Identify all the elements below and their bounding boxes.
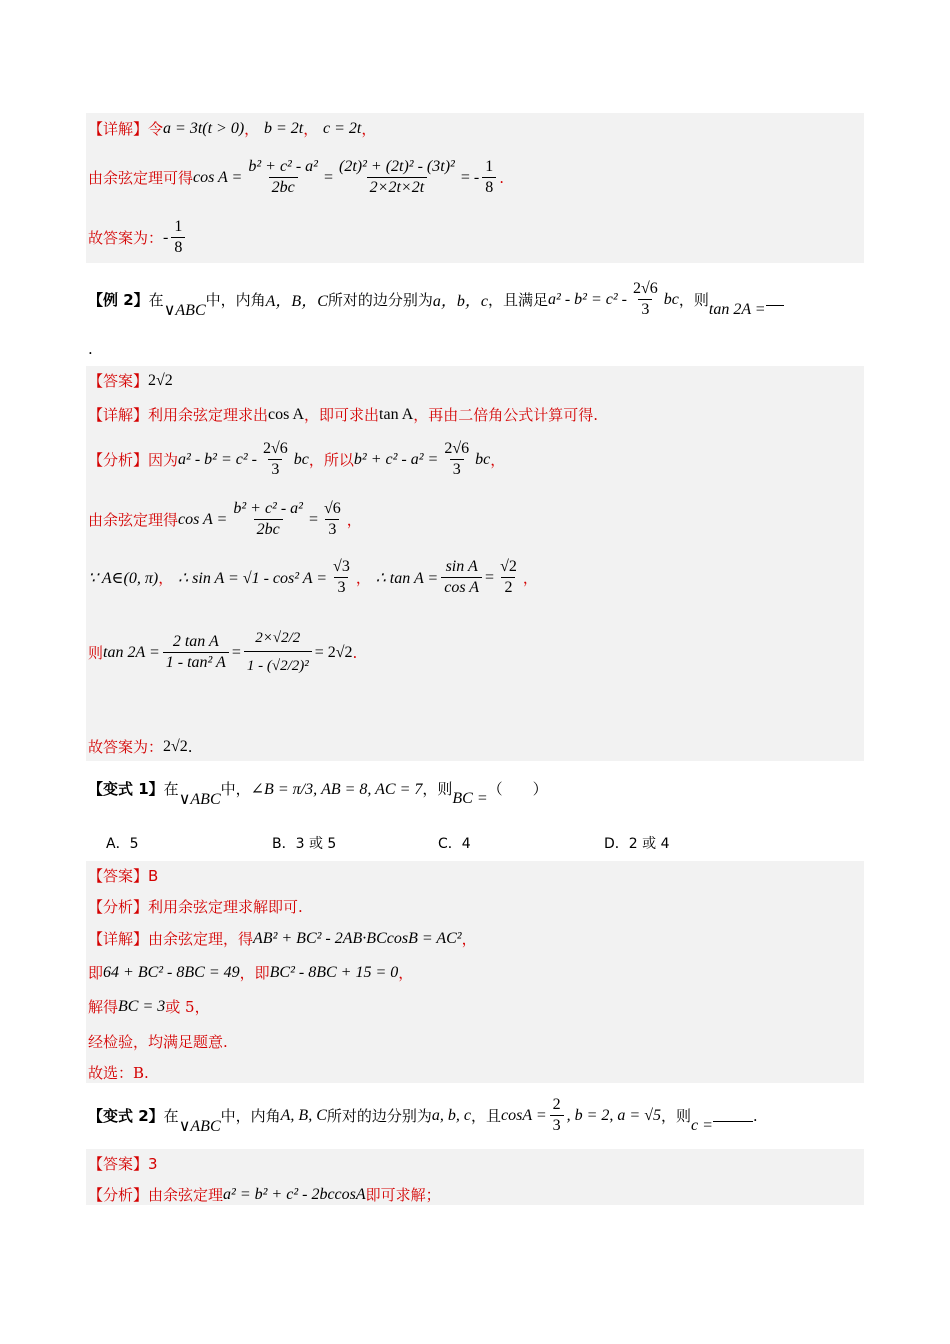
s2-line5: 则 tan 2A = $\frac{\text{2 tan A}}{\text{1 - tan² A}}$ = $\frac{2\times√2/2}{\text{1 - (√2/2)²}}$ = 2√2 .: [88, 630, 358, 674]
s3-answer: 【答案】 B: [88, 866, 159, 885]
s3-line2: 即 64 + BC² - 8BC = 49 ，即 BC² - 8BC + 15 = 0 ，: [88, 963, 414, 982]
s3-line4: 经检验，均满足题意.: [88, 1033, 228, 1051]
variant1-question: 【变式 1】 在 ∨ABC 中， ∠B = π/3, AB = 8, AC = 7 ，则 BC = （ ）: [88, 780, 548, 808]
s1-answer-frac: $\frac{1}{8}$: [171, 218, 185, 257]
option-d[interactable]: D．2 或 4: [604, 836, 670, 852]
s4-fenxi: 【分析】 由余弦定理 a² = b² + c² - 2bccosA 即可求解；: [88, 1185, 441, 1204]
s3-fenxi: 【分析】 利用余弦定理求解即可.: [88, 898, 303, 916]
s3-line5: 故选：B.: [88, 1064, 149, 1082]
s1-frac2: $\frac{\text{(2t)² + (2t)² - (3t)²}}{2\times 2t\times 2t}$: [339, 158, 455, 196]
s2-line4: ∵ A∈(0, π) ， ∴ sin A = √1 - cos² A = $\frac{√3}{3}$ ， ∴ tan A = $\frac{\text{sin A}}{\text{cos A}}$ = $\frac{√2}{2}$ ，: [88, 558, 538, 596]
s1-line2: 由余弦定理可得 cos A = $\frac{\text{b² + c² - a²}}{2bc}$ = $\frac{\text{(2t)² + (2t)² - (3t)²}}{2\times 2t\times 2t}$ = - $\frac{1}{8}$ .: [88, 158, 504, 196]
s3-xiangjie: 【详解】 由余弦定理，得 AB² + BC² - 2AB·BCcosB = AC² ，: [88, 929, 477, 948]
variant1-options: [106, 833, 770, 853]
s1-frac1: $\frac{\text{b² + c² - a²}}{2bc}$: [248, 158, 318, 196]
s1-frac3: $\frac{1}{8}$: [482, 158, 496, 197]
option-c[interactable]: C．4: [438, 836, 471, 852]
s2-answer: 【答案】 2√2: [88, 371, 173, 390]
variant2-question: 【变式 2】 在 ∨ABC 中，内角 A, B, C 所对的边分别为 a, b, c ，且 cosA = $\frac{2}{3}$ , b = 2, a = √5 ，则 c = .: [88, 1096, 758, 1135]
s2-line3: 由余弦定理得 cos A = $\frac{\text{b² + c² - a²}}{2bc}$ = $\frac{√6}{3}$ ，: [88, 500, 362, 538]
s3-line3: 解得 BC = 3 或 5，: [88, 997, 210, 1016]
option-a[interactable]: A．5: [106, 836, 139, 852]
s1-answer: 故答案为： - $\frac{1}{8}$: [88, 218, 188, 257]
s2-fenxi: 【分析】 因为 a² - b² = c² - $\frac{2√6}{3}$ bc ，所以 b² + c² - a² = $\frac{2√6}{3}$ bc ，: [88, 440, 506, 478]
example2-question: 【例 2】 在 ∨ABC 中，内角 A，B，C 所对的边分别为 a，b，c ，且满足 a² - b² = c² - $\frac{2√6}{3}$ bc ，则 tan 2A =: [88, 280, 784, 319]
s1-line1: 【详解】 令 a = 3t(t > 0) ， b = 2t ， c = 2t ，: [88, 119, 377, 138]
s4-answer: 【答案】 3: [88, 1154, 158, 1173]
example2-dot: .: [88, 340, 93, 358]
s2-xiangjie: 【详解】 利用余弦定理求出 cos A ，即可求出 tan A ，再由二倍角公式计算可得.: [88, 405, 599, 424]
option-b[interactable]: B．3 或 5: [272, 836, 337, 852]
s1-xiangjie-label: 【详解】: [88, 120, 149, 138]
s2-final: 故答案为： 2√2 .: [88, 737, 193, 756]
